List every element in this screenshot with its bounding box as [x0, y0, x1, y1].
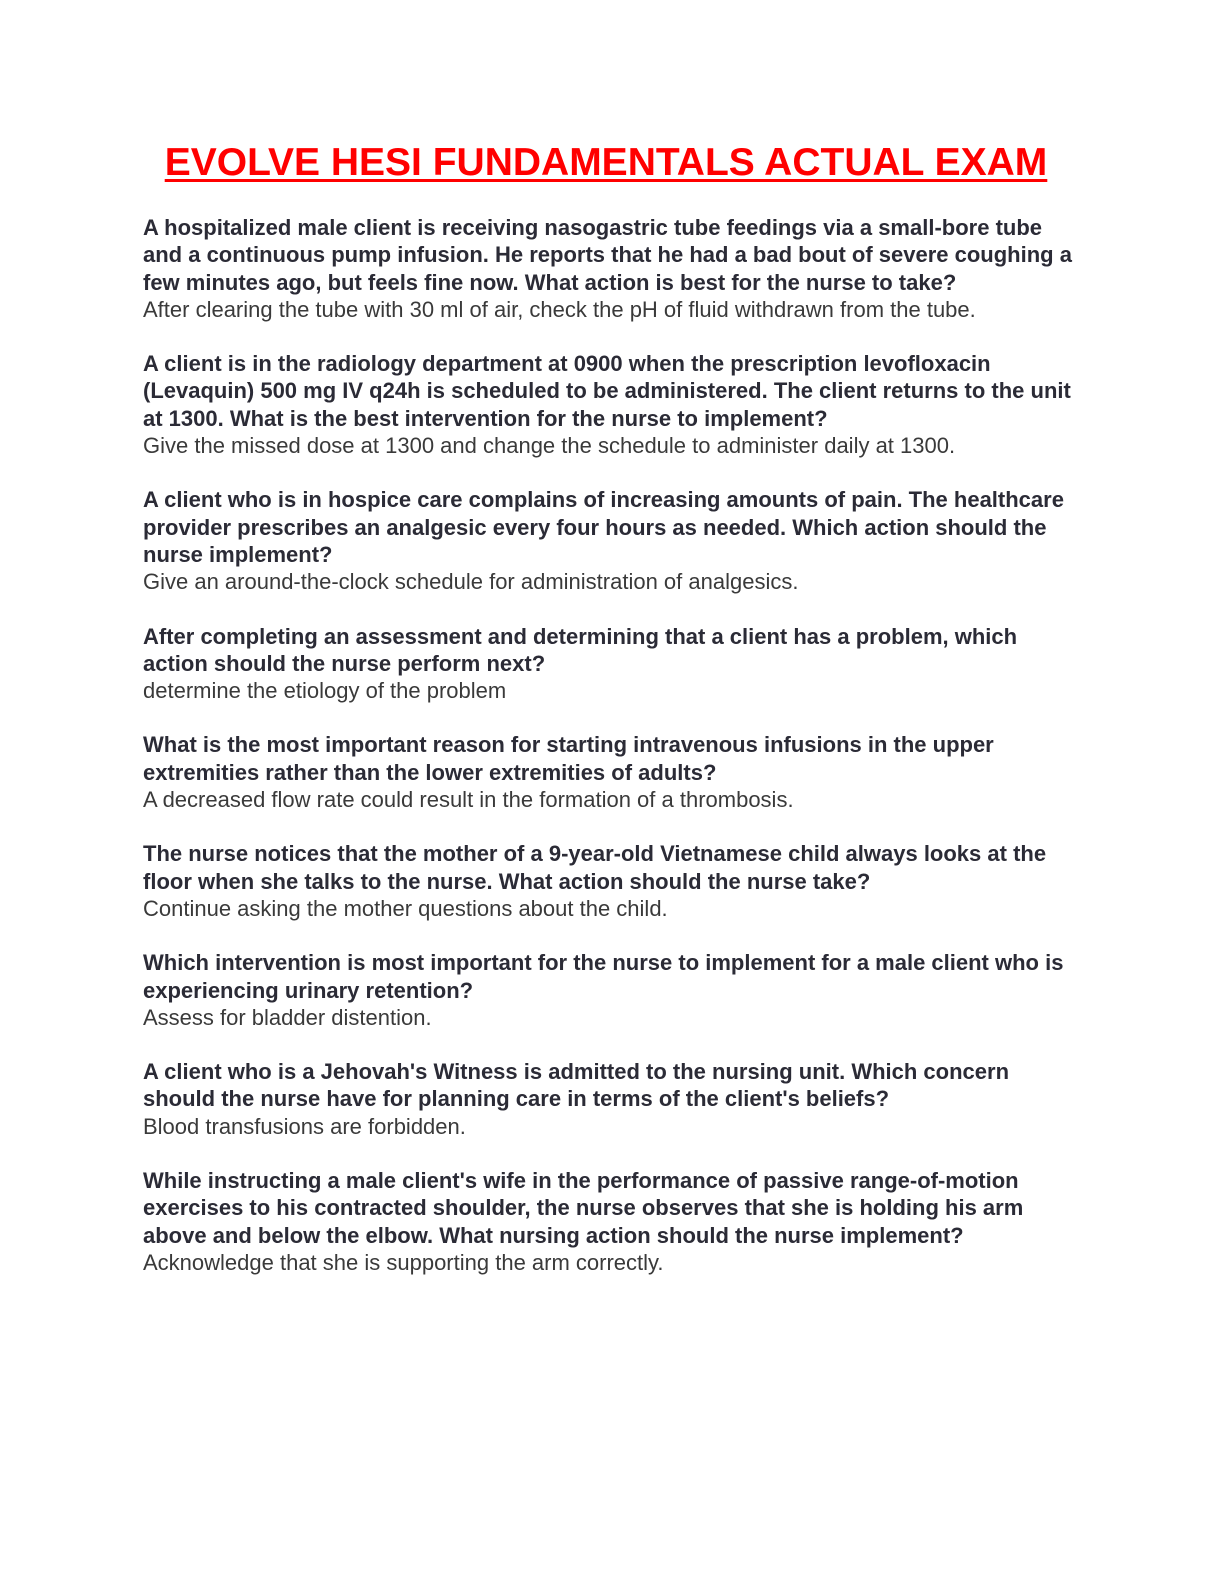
qa-item	[143, 949, 1083, 1031]
answer-text: Assess for bladder distention.	[143, 1004, 432, 1030]
question-text: A hospitalized male client is receiving nasogastric tube feedings via a small-bore tube and a continuous pump infusion. He reports that he had a bad bout of severe coughing a few minutes ago, but feels fine now. What action is best for the nurse to take?	[143, 215, 1072, 295]
question-text: What is the most important reason for starting intravenous infusions in the upper extremities rather than the lower extremities of adults?	[143, 732, 994, 785]
qa-item	[143, 350, 1083, 459]
question-text: The nurse notices that the mother of a 9-year-old Vietnamese child always looks at the floor when she talks to the nurse. What action should the nurse take?	[143, 841, 1047, 894]
question-text: While instructing a male client's wife in the performance of passive range-of-motion exercises to his contracted shoulder, the nurse observes that she is holding his arm above and below the elbow. What nursing action should the nurse implement?	[143, 1168, 1024, 1248]
qa-item	[143, 486, 1083, 595]
qa-item	[143, 731, 1083, 813]
answer-text: determine the etiology of the problem	[143, 678, 507, 704]
question-text: After completing an assessment and determining that a client has a problem, which action should the nurse perform next?	[143, 623, 1018, 676]
answer-text: Continue asking the mother questions about the child.	[143, 895, 668, 921]
qa-item	[143, 623, 1083, 705]
answer-text: After clearing the tube with 30 ml of air, check the pH of fluid withdrawn from the tube.	[143, 296, 976, 322]
question-text: A client who is a Jehovah's Witness is admitted to the nursing unit. Which concern should the nurse have for planning care in terms of the client's beliefs?	[143, 1059, 1010, 1112]
question-text: A client who is in hospice care complains of increasing amounts of pain. The healthcare provider prescribes an analgesic every four hours as needed. Which action should the nurse implement?	[143, 487, 1064, 567]
answer-text: Acknowledge that she is supporting the arm correctly.	[143, 1249, 664, 1275]
answer-text: Give the missed dose at 1300 and change the schedule to administer daily at 1300.	[143, 433, 956, 459]
qa-item	[143, 1058, 1083, 1140]
qa-item	[143, 214, 1083, 323]
question-list	[143, 214, 1083, 1303]
answer-text: A decreased flow rate could result in the formation of a thrombosis.	[143, 787, 794, 813]
page-title: EVOLVE HESI FUNDAMENTALS ACTUAL EXAM	[164, 141, 1048, 184]
question-text: A client is in the radiology department at 0900 when the prescription levofloxacin (Levaquin) 500 mg IV q24h is scheduled to be administered. The client returns to the unit at 1300. What is the best intervention for the nurse to implement?	[143, 351, 1071, 431]
question-text: Which intervention is most important for the nurse to implement for a male client who is experiencing urinary retention?	[143, 950, 1064, 1003]
answer-text: Blood transfusions are forbidden.	[143, 1113, 466, 1139]
qa-item	[143, 1167, 1083, 1276]
qa-item	[143, 840, 1083, 922]
answer-text: Give an around-the-clock schedule for administration of analgesics.	[143, 569, 799, 595]
